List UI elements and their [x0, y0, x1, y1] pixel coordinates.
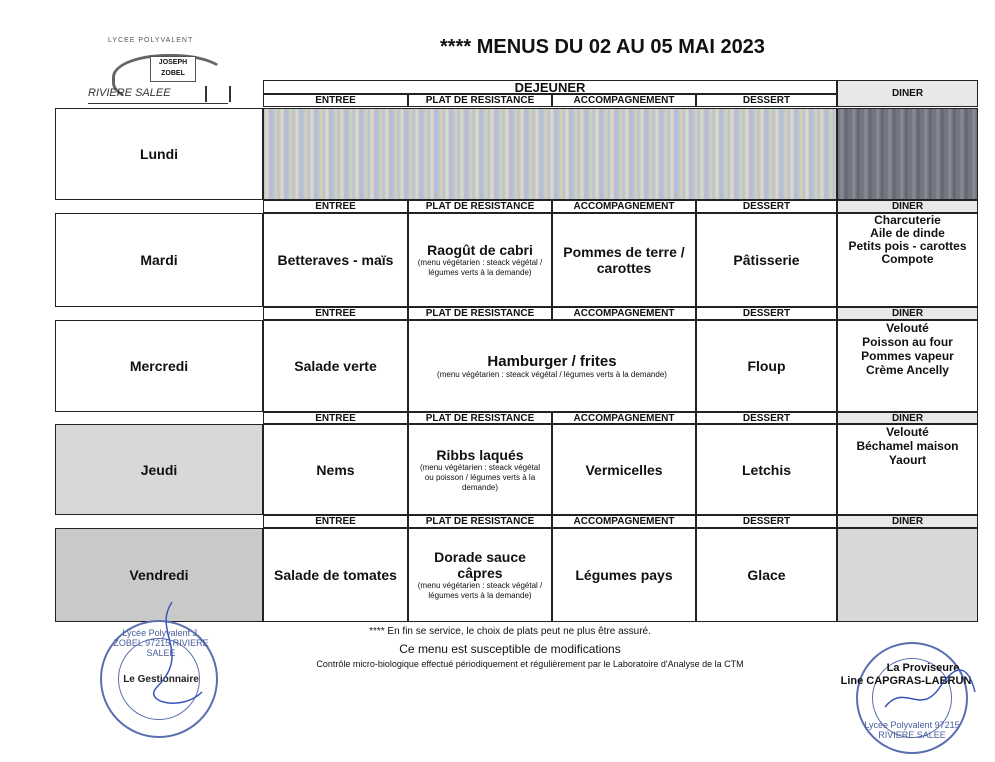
diner-header: DINER [837, 307, 978, 320]
jeudi-diner-item: Yaourt [888, 453, 927, 467]
mardi-plat-note: (menu végétarien : steack végétal / légumes verts à la demande) [417, 258, 543, 277]
accompagnement-header: ACCOMPAGNEMENT [552, 307, 696, 320]
jeudi-entree: Nems [263, 424, 408, 515]
diner-header: DINER [837, 412, 978, 424]
day-vendredi: Vendredi [55, 528, 263, 622]
diner-header: DINER [837, 80, 978, 107]
vendredi-dessert: Glace [696, 528, 837, 622]
signature-scribble-icon [880, 662, 980, 722]
mardi-plat [408, 213, 552, 307]
mercredi-dessert: Floup [696, 320, 837, 412]
vendredi-plat-name: Dorade sauce câpres [434, 549, 526, 581]
mercredi-plat-note: (menu végétarien : steack végétal / légumes verts à la demande) [437, 369, 667, 379]
vendredi-accompagnement: Légumes pays [552, 528, 696, 622]
day-mardi: Mardi [55, 213, 263, 307]
dessert-header: DESSERT [696, 515, 837, 528]
stamp-text: Lycée Polyvalent J. ZOBEL 97215 RIVIERE SALEE [113, 628, 209, 658]
mercredi-entree: Salade verte [263, 320, 408, 412]
mardi-diner-item: Charcuterie [874, 213, 941, 227]
proviseure-name: Line CAPGRAS-LABRUN [840, 675, 972, 687]
jeudi-diner [837, 424, 978, 515]
dessert-header: DESSERT [696, 307, 837, 320]
logo-box-text: JOSEPH ZOBEL [150, 56, 196, 82]
jeudi-diner-item: Béchamel maison [856, 439, 959, 453]
day-mercredi: Mercredi [55, 320, 263, 412]
vendredi-plat [408, 528, 552, 622]
footer-modifications-note: Ce menu est susceptible de modifications [399, 642, 621, 656]
logo-arc-text: LYCEE POLYVALENT [108, 37, 194, 44]
mercredi-diner-item: Poisson au four [862, 335, 953, 349]
signature-scribble-icon [132, 592, 212, 722]
day-lundi: Lundi [55, 108, 263, 200]
dejeuner-header: DEJEUNER [263, 80, 837, 94]
jeudi-accompagnement: Vermicelles [552, 424, 696, 515]
mercredi-plat [408, 320, 696, 412]
plat-header: PLAT DE RESISTANCE [408, 200, 552, 213]
gestionnaire-stamp [100, 620, 218, 738]
vendredi-plat-note: (menu végétarien : steack végétal / légumes verts à la demande) [417, 581, 543, 600]
entree-header: ENTREE [263, 515, 408, 528]
day-jeudi: Jeudi [55, 424, 263, 515]
entree-header: ENTREE [263, 412, 408, 424]
plat-header: PLAT DE RESISTANCE [408, 515, 552, 528]
diner-header: DINER [837, 515, 978, 528]
footer-control-note: Contrôle micro-biologique effectué périodiquement et régulièrement par le Laboratoire d'Analyse de la CTM [316, 659, 744, 669]
diner-header: DINER [837, 200, 978, 213]
entree-header: ENTREE [263, 307, 408, 320]
mercredi-diner-item: Pommes vapeur [861, 349, 954, 363]
entree-header: ENTREE [263, 200, 408, 213]
accompagnement-header: ACCOMPAGNEMENT [552, 200, 696, 213]
accompagnement-header: ACCOMPAGNEMENT [552, 515, 696, 528]
jeudi-plat [408, 424, 552, 515]
mardi-diner-item: Aile de dinde [870, 226, 945, 240]
proviseure-title: La Proviseure [886, 662, 960, 674]
vendredi-diner-empty [837, 528, 978, 622]
logo-caption: RIVIERE SALEE [88, 87, 228, 104]
mercredi-diner-item: Crème Ancelly [866, 363, 949, 377]
jeudi-diner-item: Velouté [886, 425, 929, 439]
mardi-entree: Betteraves - maïs [263, 213, 408, 307]
dessert-header: DESSERT [696, 94, 837, 107]
dessert-header: DESSERT [696, 412, 837, 424]
accompagnement-header: ACCOMPAGNEMENT [552, 412, 696, 424]
mercredi-diner [837, 320, 978, 412]
mardi-dessert: Pâtisserie [696, 213, 837, 307]
mardi-accompagnement: Pommes de terre / carottes [552, 213, 696, 307]
accompagnement-header: ACCOMPAGNEMENT [552, 94, 696, 107]
jeudi-dessert: Letchis [696, 424, 837, 515]
logo-bars [205, 86, 231, 102]
jeudi-plat-note: (menu végétarien : steack végétal ou poisson / légumes verts à la demande) [419, 462, 541, 492]
plat-header: PLAT DE RESISTANCE [408, 412, 552, 424]
mercredi-plat-name: Hamburger / frites [487, 352, 617, 370]
mardi-diner [837, 213, 978, 307]
entree-header: ENTREE [263, 94, 408, 107]
mercredi-diner-item: Velouté [886, 321, 929, 335]
vendredi-entree: Salade de tomates [263, 528, 408, 622]
mardi-diner-item: Compote [881, 252, 934, 266]
dessert-header: DESSERT [696, 200, 837, 213]
footer-service-note: **** En fin se service, le choix de plats peut ne plus être assuré. [369, 626, 651, 637]
lundi-redacted-menu [263, 108, 837, 200]
plat-header: PLAT DE RESISTANCE [408, 94, 552, 107]
jeudi-plat-name: Ribbs laqués [436, 446, 524, 463]
mardi-plat-name: Raogût de cabri [427, 242, 533, 258]
gestionnaire-title: Le Gestionnaire [123, 674, 199, 685]
page-title: **** MENUS DU 02 AU 05 MAI 2023 [440, 36, 765, 58]
stamp-text: Lycée Polyvalent 97215 RIVIERE SALEE [864, 720, 960, 740]
lundi-redacted-diner [837, 108, 978, 200]
mardi-diner-item: Petits pois - carottes [848, 239, 967, 253]
plat-header: PLAT DE RESISTANCE [408, 307, 552, 320]
